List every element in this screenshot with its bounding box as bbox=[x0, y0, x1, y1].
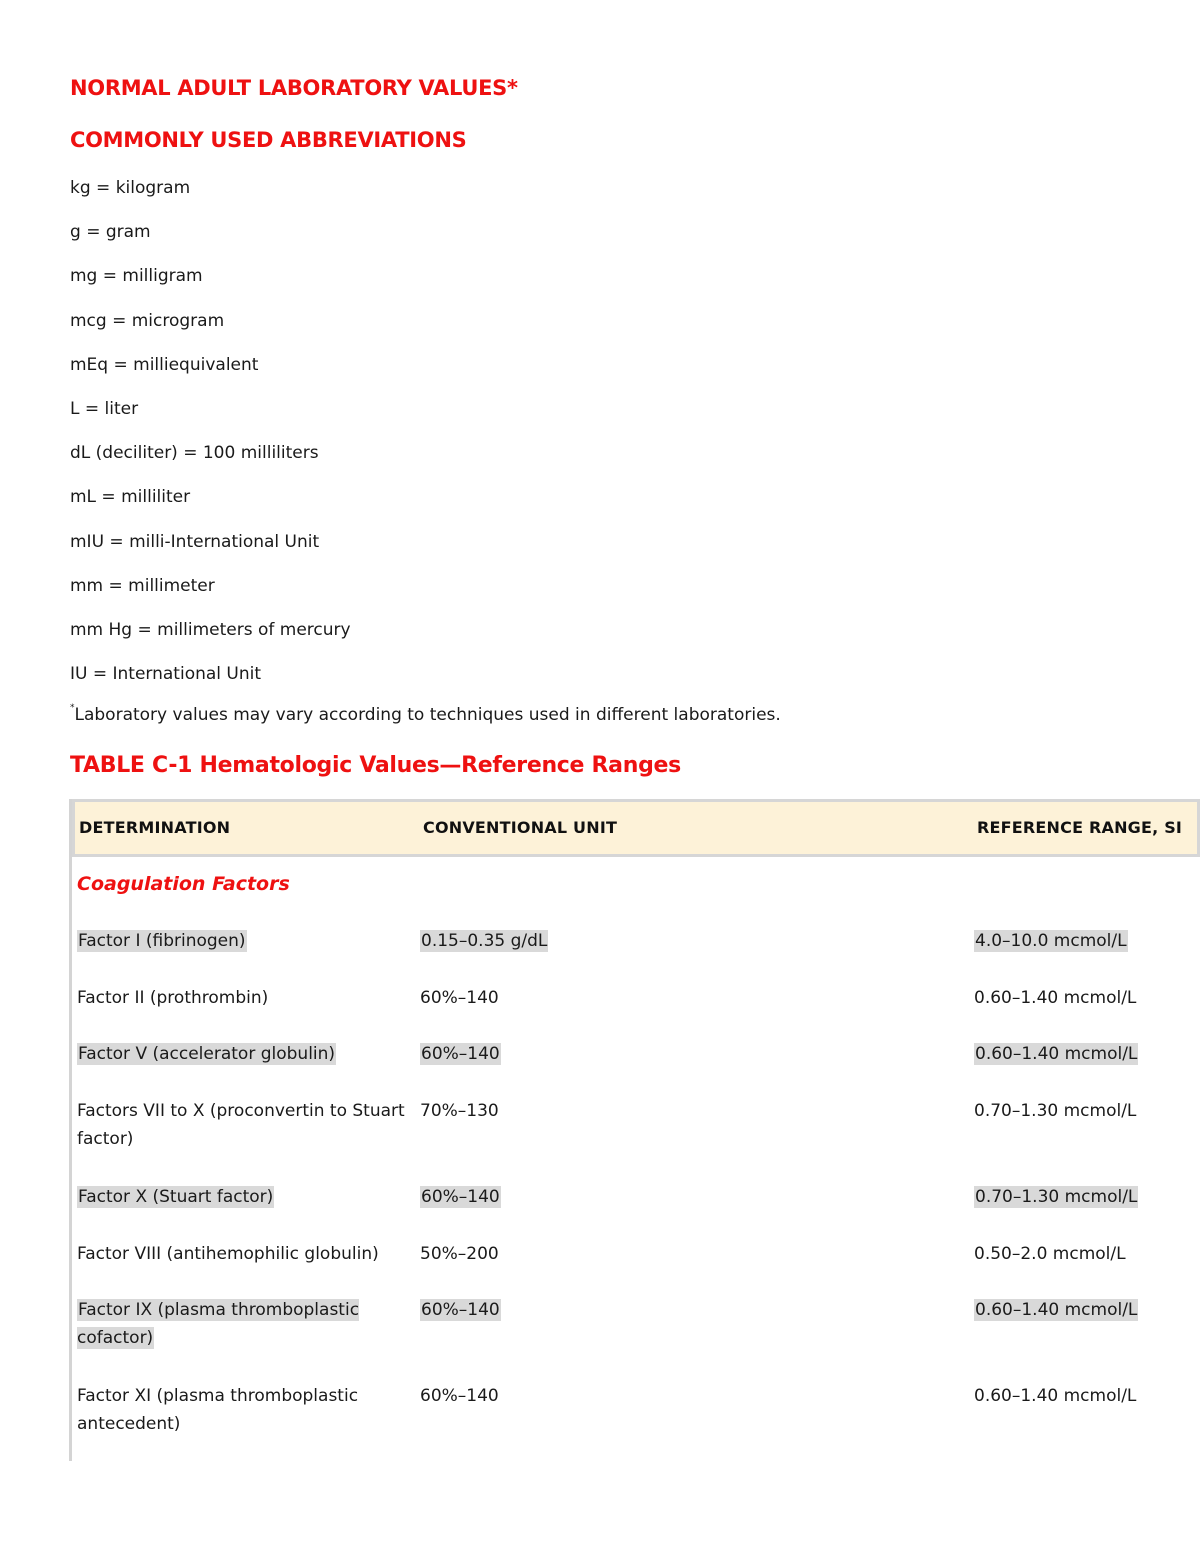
abbreviations-heading: COMMONLY USED ABBREVIATIONS bbox=[70, 128, 467, 152]
footnote-text: Laboratory values may vary according to techniques used in different laboratories. bbox=[74, 705, 781, 725]
cell-determination: Factor X (Stuart factor) bbox=[78, 1187, 274, 1207]
cell-conventional: 60%–140 bbox=[420, 1386, 499, 1406]
abbreviation-item: dL (deciliter) = 100 milliliters bbox=[70, 443, 319, 464]
abbreviation-item: mm Hg = millimeters of mercury bbox=[70, 619, 351, 640]
cell-determination: Factor VIII (antihemophilic globulin) bbox=[77, 1244, 379, 1264]
hematologic-values-table bbox=[69, 799, 1200, 1461]
header-conventional-unit: CONVENTIONAL UNIT bbox=[423, 818, 618, 837]
cell-si: 0.60–1.40 mcmol/L bbox=[974, 988, 1137, 1008]
cell-si: 4.0–10.0 mcmol/L bbox=[975, 931, 1127, 951]
abbreviation-item: mEq = milliequivalent bbox=[70, 354, 259, 375]
cell-conventional: 50%–200 bbox=[420, 1244, 499, 1264]
table-title: TABLE C-1 Hematologic Values—Reference Ranges bbox=[70, 753, 681, 778]
cell-conventional: 60%–140 bbox=[421, 1044, 500, 1064]
cell-si: 0.60–1.40 mcmol/L bbox=[974, 1386, 1137, 1406]
cell-si: 0.60–1.40 mcmol/L bbox=[975, 1300, 1138, 1320]
cell-determination: Factor XI (plasma thromboplastic antecedent) bbox=[77, 1386, 359, 1434]
cell-conventional: 60%–140 bbox=[421, 1187, 500, 1207]
abbreviation-item: mL = milliliter bbox=[70, 487, 191, 508]
section-coagulation-factors: Coagulation Factors bbox=[77, 873, 290, 895]
abbreviations-list bbox=[70, 176, 351, 706]
abbreviation-item: IU = International Unit bbox=[70, 664, 262, 685]
cell-determination: Factors VII to X (proconvertin to Stuart factor) bbox=[77, 1101, 405, 1149]
abbreviation-item: mg = milligram bbox=[70, 266, 203, 287]
header-determination: DETERMINATION bbox=[79, 818, 231, 837]
abbreviation-item: mm = millimeter bbox=[70, 575, 215, 596]
cell-si: 0.60–1.40 mcmol/L bbox=[975, 1044, 1138, 1064]
cell-determination: Factor II (prothrombin) bbox=[77, 988, 269, 1008]
cell-conventional: 60%–140 bbox=[421, 1300, 500, 1320]
abbreviation-item: L = liter bbox=[70, 398, 139, 419]
footnote bbox=[70, 705, 781, 725]
cell-determination: Factor V (accelerator globulin) bbox=[78, 1044, 336, 1064]
cell-determination: Factor IX (plasma thromboplastic cofactor) bbox=[77, 1300, 360, 1348]
cell-determination: Factor I (fibrinogen) bbox=[78, 931, 246, 951]
cell-conventional: 60%–140 bbox=[420, 988, 499, 1008]
abbreviation-item: g = gram bbox=[70, 222, 151, 243]
cell-si: 0.70–1.30 mcmol/L bbox=[974, 1101, 1137, 1121]
abbreviation-item: kg = kilogram bbox=[70, 178, 191, 198]
abbreviation-item: mcg = microgram bbox=[70, 310, 225, 331]
abbreviation-item: mIU = milli-International Unit bbox=[70, 531, 320, 552]
cell-conventional: 70%–130 bbox=[420, 1101, 499, 1121]
page-title: NORMAL ADULT LABORATORY VALUES* bbox=[70, 76, 518, 100]
footnote-marker: * bbox=[70, 703, 75, 713]
table-header bbox=[72, 799, 1200, 857]
cell-si: 0.50–2.0 mcmol/L bbox=[974, 1244, 1126, 1264]
cell-si: 0.70–1.30 mcmol/L bbox=[975, 1187, 1138, 1207]
cell-conventional: 0.15–0.35 g/dL bbox=[421, 931, 548, 951]
header-reference-range-si: REFERENCE RANGE, SI bbox=[977, 818, 1183, 837]
